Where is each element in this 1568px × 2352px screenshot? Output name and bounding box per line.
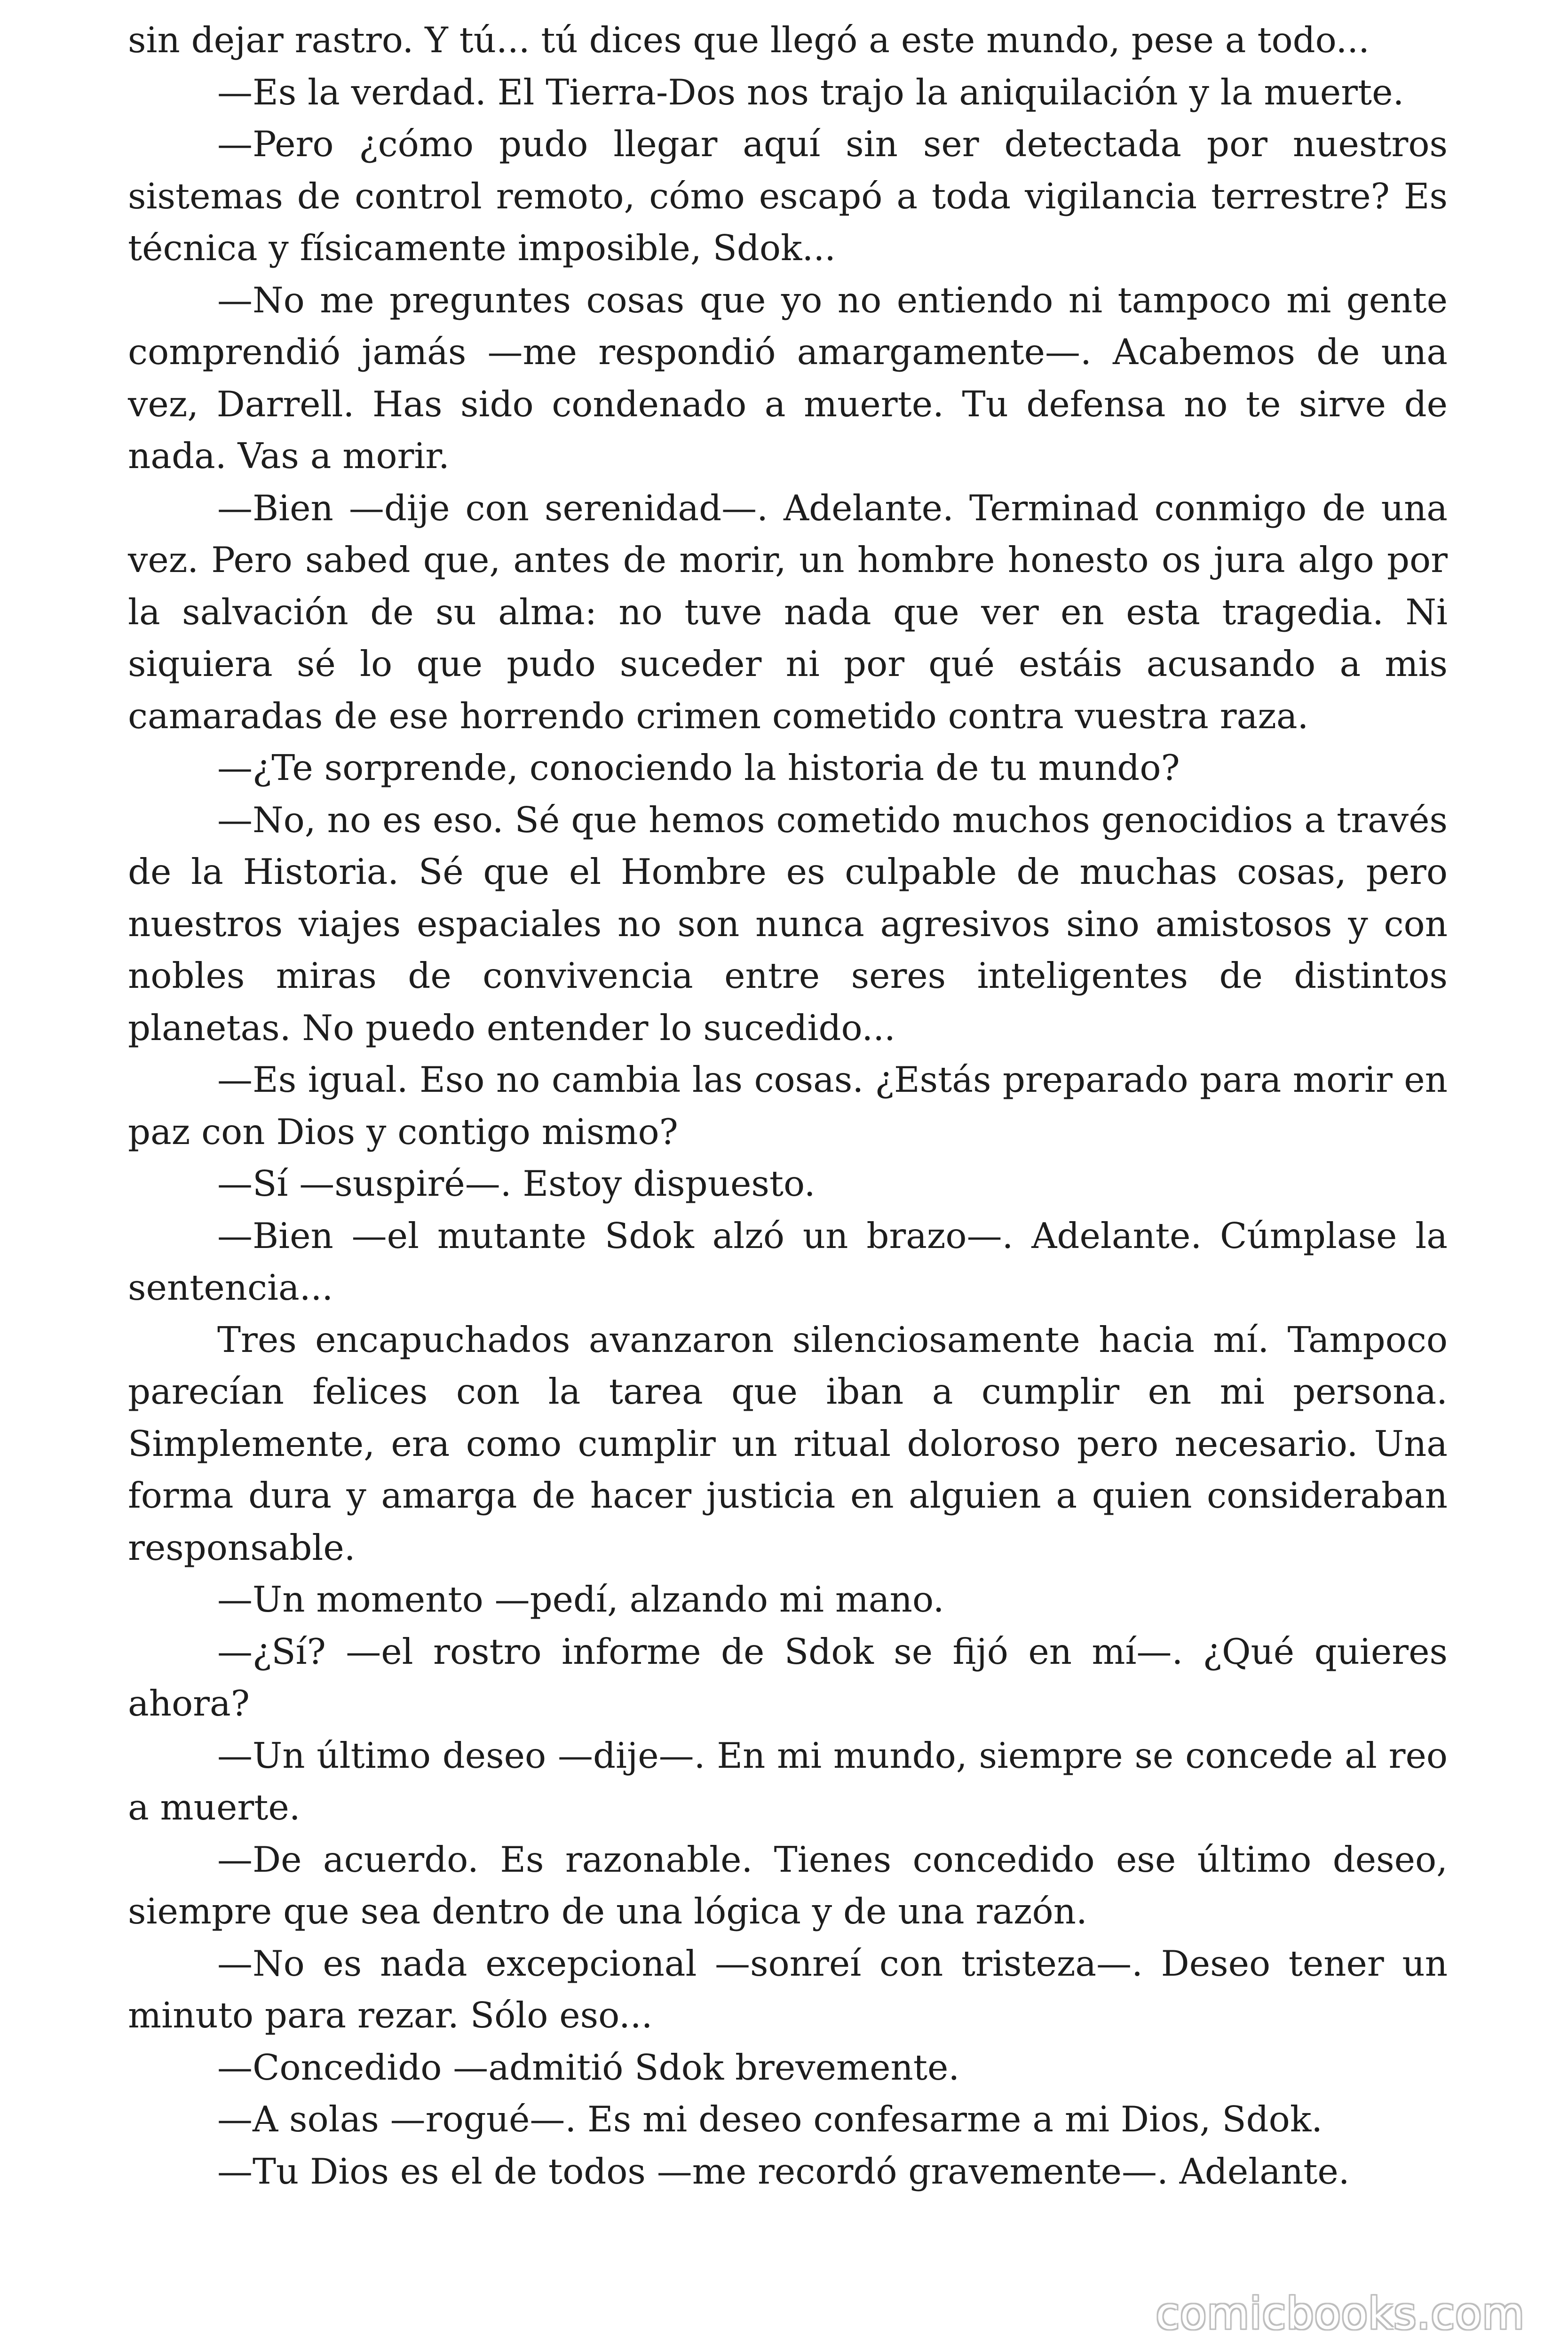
paragraph-10: —Bien —el mutante Sdok alzó un brazo—. Adelante. Cúmplase la sentencia... <box>128 1215 1448 1308</box>
paragraph-16: —No es nada excepcional —sonreí con tristeza—. Deseo tener un minuto para rezar. Sólo eso... <box>128 1942 1448 2036</box>
watermark: comicbooks.com <box>1156 2288 1525 2339</box>
paragraph-5: —Bien —dije con serenidad—. Adelante. Terminad conmigo de una vez. Pero sabed que, antes de morir, un hombre honesto os jura algo por la salvación de su alma: no tuve nada que ver en esta tragedia. Ni siquiera sé lo que pudo suceder ni por qué estáis acusando a mis camaradas de ese horrendo crimen cometido contra vuestra raza. <box>128 487 1448 737</box>
paragraph-17: —Concedido —admitió Sdok brevemente. <box>217 2046 960 2088</box>
paragraph-9: —Sí —suspiré—. Estoy dispuesto. <box>217 1163 816 1204</box>
paragraph-13: —¿Sí? —el rostro informe de Sdok se fijó en mí—. ¿Qué quieres ahora? <box>128 1630 1448 1724</box>
paragraph-18: —A solas —rogué—. Es mi deseo confesarme a mi Dios, Sdok. <box>217 2098 1323 2140</box>
paragraph-7: —No, no es eso. Sé que hemos cometido muchos genocidios a través de la Historia. Sé que el Hombre es culpable de muchas cosas, pero nuestros viajes espaciales no son nunca agresivos sino amistosos y con nobles miras de convivencia entre seres inteligentes de distintos planetas. No puedo entender lo sucedido... <box>128 799 1448 1049</box>
book-page <box>128 14 1448 2197</box>
paragraph-19: —Tu Dios es el de todos —me recordó gravemente—. Adelante. <box>217 2150 1350 2192</box>
paragraph-11: Tres encapuchados avanzaron silenciosamente hacia mí. Tampoco parecían felices con la tarea que iban a cumplir en mi persona. Simplemente, era como cumplir un ritual doloroso pero necesario. Una forma dura y amarga de hacer justicia en alguien a quien consideraban responsable. <box>128 1319 1448 1568</box>
paragraph-8: —Es igual. Eso no cambia las cosas. ¿Estás preparado para morir en paz con Dios y contigo mismo? <box>128 1059 1448 1152</box>
paragraph-12: —Un momento —pedí, alzando mi mano. <box>217 1579 944 1620</box>
paragraph-4: —No me preguntes cosas que yo no entiendo ni tampoco mi gente comprendió jamás —me respondió amargamente—. Acabemos de una vez, Darrell. Has sido condenado a muerte. Tu defensa no te sirve de nada. Vas a morir. <box>128 279 1448 477</box>
paragraph-2: —Es la verdad. El Tierra-Dos nos trajo la aniquilación y la muerte. <box>217 71 1404 113</box>
paragraph-1: sin dejar rastro. Y tú... tú dices que llegó a este mundo, pese a todo... <box>128 19 1370 61</box>
paragraph-15: —De acuerdo. Es razonable. Tienes concedido ese último deseo, siempre que sea dentro de una lógica y de una razón. <box>128 1838 1448 1932</box>
paragraph-6: —¿Te sorprende, conociendo la historia de tu mundo? <box>217 747 1180 788</box>
paragraph-3: —Pero ¿cómo pudo llegar aquí sin ser detectada por nuestros sistemas de control remoto, cómo escapó a toda vigilancia terrestre? Es técnica y físicamente imposible, Sdok... <box>128 123 1448 269</box>
paragraph-14: —Un último deseo —dije—. En mi mundo, siempre se concede al reo a muerte. <box>128 1734 1448 1828</box>
